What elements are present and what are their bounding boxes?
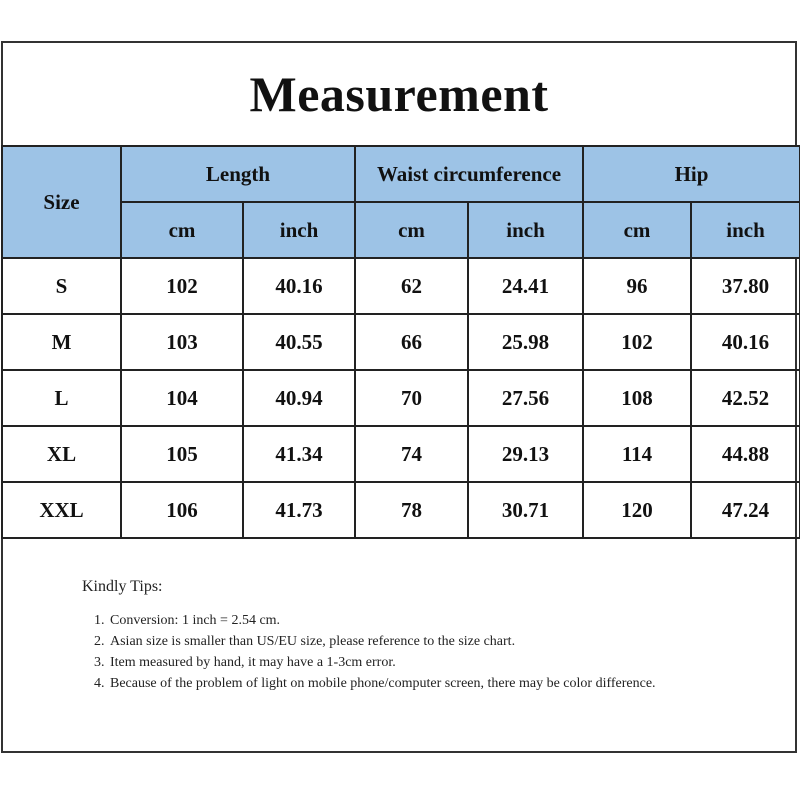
value-cell: 29.13 [468, 426, 583, 482]
value-cell: 30.71 [468, 482, 583, 538]
header-row-groups [2, 146, 800, 202]
table-row [2, 314, 800, 370]
table-row [2, 370, 800, 426]
kindly-tips [82, 578, 670, 694]
value-cell: 102 [121, 258, 243, 314]
value-cell: 120 [583, 482, 691, 538]
unit-header: inch [468, 202, 583, 258]
header-row-units [2, 202, 800, 258]
value-cell: 78 [355, 482, 468, 538]
header-waist: Waist circumference [355, 146, 583, 202]
size-cell: XL [2, 426, 121, 482]
value-cell: 40.16 [243, 258, 355, 314]
tip-item: 4. Because of the problem of light on mobile phone/computer screen, there may be color difference. [108, 673, 670, 694]
value-cell: 66 [355, 314, 468, 370]
size-cell: M [2, 314, 121, 370]
value-cell: 105 [121, 426, 243, 482]
value-cell: 106 [121, 482, 243, 538]
unit-header: inch [243, 202, 355, 258]
tip-item: 1. Conversion: 1 inch = 2.54 cm. [108, 610, 670, 631]
size-cell: S [2, 258, 121, 314]
tip-item: 3. Item measured by hand, it may have a 1-3cm error. [108, 652, 670, 673]
value-cell: 40.94 [243, 370, 355, 426]
tips-heading: Kindly Tips: [82, 578, 163, 595]
table-row [2, 258, 800, 314]
size-cell: L [2, 370, 121, 426]
value-cell: 102 [583, 314, 691, 370]
header-hip: Hip [583, 146, 800, 202]
value-cell: 96 [583, 258, 691, 314]
table-row [2, 482, 800, 538]
value-cell: 104 [121, 370, 243, 426]
header-size: Size [2, 146, 121, 258]
value-cell: 24.41 [468, 258, 583, 314]
value-cell: 74 [355, 426, 468, 482]
value-cell: 47.24 [691, 482, 800, 538]
value-cell: 42.52 [691, 370, 800, 426]
value-cell: 41.73 [243, 482, 355, 538]
value-cell: 40.16 [691, 314, 800, 370]
size-table [1, 145, 800, 539]
header-length: Length [121, 146, 355, 202]
value-cell: 62 [355, 258, 468, 314]
unit-header: cm [121, 202, 243, 258]
value-cell: 27.56 [468, 370, 583, 426]
value-cell: 114 [583, 426, 691, 482]
value-cell: 108 [583, 370, 691, 426]
value-cell: 41.34 [243, 426, 355, 482]
size-cell: XXL [2, 482, 121, 538]
measurement-chart [1, 41, 797, 753]
unit-header: cm [583, 202, 691, 258]
value-cell: 25.98 [468, 314, 583, 370]
value-cell: 37.80 [691, 258, 800, 314]
page-title: Measurement [249, 66, 549, 122]
value-cell: 103 [121, 314, 243, 370]
table-row [2, 426, 800, 482]
value-cell: 40.55 [243, 314, 355, 370]
unit-header: inch [691, 202, 800, 258]
value-cell: 70 [355, 370, 468, 426]
tip-item: 2. Asian size is smaller than US/EU size, please reference to the size chart. [108, 631, 670, 652]
value-cell: 44.88 [691, 426, 800, 482]
unit-header: cm [355, 202, 468, 258]
